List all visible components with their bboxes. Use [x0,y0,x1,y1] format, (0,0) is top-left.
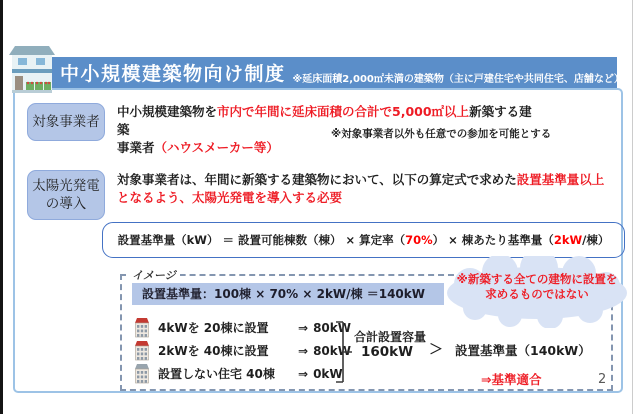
target-desc-seg1: 中小規模建築物を [117,104,218,119]
formula-per-building: 2kW [553,233,583,247]
content-box [13,88,623,393]
compliance-result: ⇒基準適合 [481,372,542,387]
formula-seg3: ） × 棟あたり基準量（ [432,233,554,247]
solar-desc-seg2: 設置基準量以上となるよう、太陽光発電を導入する必要 [117,172,605,205]
house-solar-icon [133,340,151,361]
example-row [125,362,351,385]
example-row-value: 80kW [313,320,351,335]
house-building-icon [8,44,56,96]
standard-amount: 設置基準量（140kW） [455,343,591,358]
page-subtitle: ※延床面積2,000㎡未満の建築物（主に戸建住宅や共同住宅、店舗など） [292,74,624,85]
example-row-arrow: ⇒ [298,366,309,381]
cloud-callout [438,256,633,328]
cloud-text-line1: ※新築する全ての建物に設置を [456,272,618,286]
house-solar-icon [133,317,151,338]
formula-seg5: /棟） [582,233,610,247]
example-row-text: 設置しない住宅 40棟 [158,367,275,381]
formula-seg1: 設置基準量（kW） ＝ 設置可能棟数（棟） × 算定率（ [117,233,406,247]
total-capacity-value: 160kW [361,344,414,360]
example-box-label: イメージ [128,267,180,283]
total-capacity-label: 合計設置容量 [354,330,427,344]
window-left-edge [0,0,3,414]
page-title: 中小規模建築物向け制度 [60,63,286,85]
example-row-arrow: ⇒ [298,320,309,335]
header-bar [13,57,624,88]
solar-intro-label-line2: の導入 [45,196,87,212]
example-rows [125,316,351,385]
target-desc-seg4: 事業者 [117,140,155,155]
cloud-text-line2: 求めるものではない [485,287,589,301]
target-business-label-text: 対象事業者 [32,114,100,130]
example-row-text: 2kWを 40棟に設置 [158,344,269,358]
target-business-label [27,103,105,141]
example-row [125,339,351,362]
example-row-arrow: ⇒ [298,343,309,358]
page-number: 2 [598,372,607,387]
target-desc-seg5: （ハウスメーカー等） [154,140,279,155]
house-no-solar-icon [133,363,151,384]
comparator-sign: ＞ [429,342,443,358]
example-row-text: 4kWを 20棟に設置 [158,321,269,335]
formula-box [102,222,625,258]
example-row [125,316,351,339]
grouping-bracket-icon [335,320,353,384]
target-note: ※対象事業者以外も任意での参加を可能とする [331,128,552,140]
solar-intro-label-line1: 太陽光発電 [32,178,100,194]
target-desc-seg3: 新築する建築 [117,104,532,137]
example-row-value: 80kW [313,343,351,358]
solar-intro-description [117,171,607,207]
target-desc-seg2: 市内で年間に延床面積の合計で5,000㎡以上 [217,104,470,119]
formula-rate: 70% [405,233,433,247]
solar-intro-label [27,170,105,220]
cloud-callout-text [438,272,633,302]
example-row-value: 0kW [313,366,343,381]
example-calculation: 設置基準量：100棟 × 70% × 2kW/棟 ＝140kW [132,283,444,305]
solar-desc-seg1: 対象事業者は、年間に新築する建築物において、以下の算定式で求めた [117,172,517,187]
